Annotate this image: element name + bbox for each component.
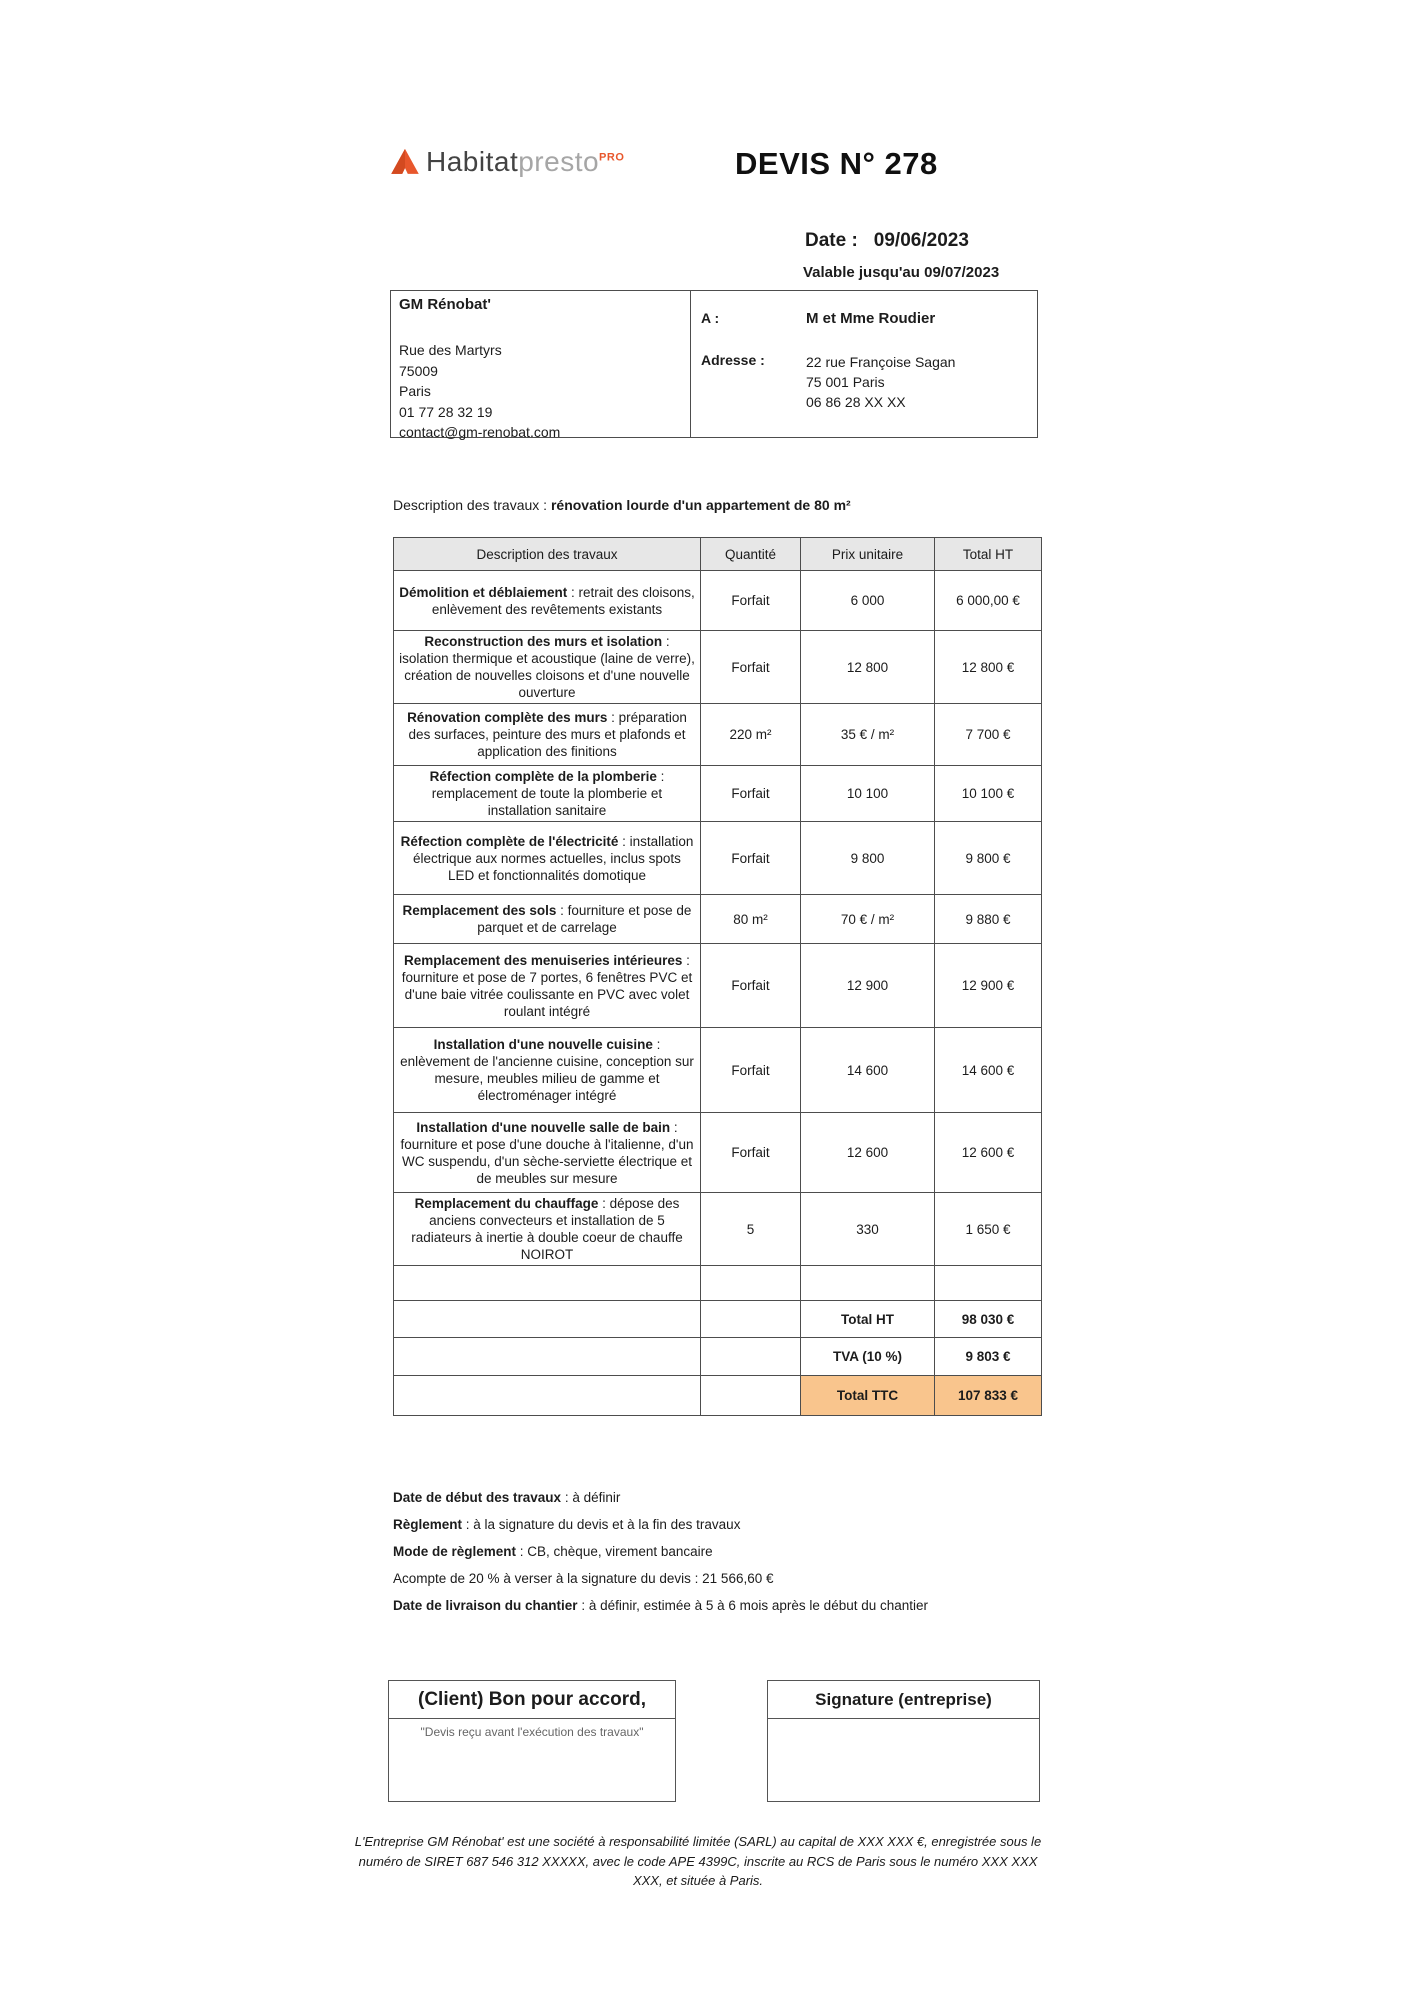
legal-footer: L'Entreprise GM Rénobat' est une société à responsabilité limitée (SARL) au capital de XXX XXX €, enregistrée sous le numéro de SIRET 687 546 312 XXXXX, avec le code APE 4399C, inscrite au RCS de Paris sous le numéro XXX XXX XXX, et située à Paris. bbox=[354, 1834, 1042, 1888]
table-row bbox=[394, 1113, 1042, 1193]
company-signature-title: Signature (entreprise) bbox=[768, 1681, 1039, 1719]
date-line bbox=[805, 230, 969, 252]
header-total-ht: Total HT bbox=[935, 538, 1042, 571]
company-info-cell bbox=[391, 291, 691, 440]
cell-quantity: Forfait bbox=[701, 1113, 801, 1193]
term-deposit: Acompte de 20 % à verser à la signature du devis : 21 566,60 € bbox=[393, 1571, 774, 1586]
client-address-street: 22 rue Françoise Sagan bbox=[806, 354, 956, 370]
client-address bbox=[806, 352, 955, 412]
total-ht-label: Total HT bbox=[801, 1301, 935, 1338]
total-ttc-label: Total TTC bbox=[801, 1376, 935, 1416]
header-description: Description des travaux bbox=[394, 538, 701, 571]
payment-terms bbox=[393, 1489, 1073, 1624]
cell-total: 1 650 € bbox=[935, 1193, 1042, 1266]
cell-description: Remplacement du chauffage : dépose des anciens convecteurs et installation de 5 radiateurs à inertie à double coeur de chauffe NOIROT bbox=[394, 1193, 701, 1266]
total-ttc-row bbox=[394, 1376, 1042, 1416]
cell-quantity: 220 m² bbox=[701, 704, 801, 766]
cell-description: Installation d'une nouvelle cuisine : enlèvement de l'ancienne cuisine, conception sur mesure, meubles milieu de gamme et électroménager intégré bbox=[394, 1028, 701, 1113]
date-value: 09/06/2023 bbox=[873, 230, 969, 251]
cell-empty bbox=[701, 1338, 801, 1376]
cell-unit-price: 14 600 bbox=[801, 1028, 935, 1113]
total-ht-row bbox=[394, 1301, 1042, 1338]
cell-empty bbox=[801, 1266, 935, 1301]
cell-quantity: Forfait bbox=[701, 1028, 801, 1113]
cell-unit-price: 9 800 bbox=[801, 822, 935, 895]
cell-description: Installation d'une nouvelle salle de bain : fourniture et pose d'une douche à l'italienne, d'un WC suspendu, d'un sèche-serviette électrique et de meubles sur mesure bbox=[394, 1113, 701, 1193]
cell-quantity: Forfait bbox=[701, 944, 801, 1028]
works-intro-value: rénovation lourde d'un appartement de 80 m² bbox=[550, 497, 851, 513]
header-quantity: Quantité bbox=[701, 538, 801, 571]
tva-value: 9 803 € bbox=[935, 1338, 1042, 1376]
cell-quantity: Forfait bbox=[701, 571, 801, 631]
cell-unit-price: 12 600 bbox=[801, 1113, 935, 1193]
validity-line: Valable jusqu'au 09/07/2023 bbox=[803, 264, 1000, 281]
company-signature-box bbox=[767, 1680, 1040, 1802]
cell-quantity: Forfait bbox=[701, 822, 801, 895]
header-unit-price: Prix unitaire bbox=[801, 538, 935, 571]
cell-unit-price: 35 € / m² bbox=[801, 704, 935, 766]
company-city: Paris bbox=[399, 383, 431, 399]
cell-quantity: Forfait bbox=[701, 766, 801, 822]
client-phone: 06 86 28 XX XX bbox=[806, 394, 906, 410]
table-row bbox=[394, 631, 1042, 704]
cell-empty bbox=[394, 1376, 701, 1416]
cell-quantity: 5 bbox=[701, 1193, 801, 1266]
company-phone: 01 77 28 32 19 bbox=[399, 403, 493, 420]
works-intro-label: Description des travaux : bbox=[393, 497, 551, 513]
works-table bbox=[393, 537, 1042, 1416]
cell-description: Remplacement des menuiseries intérieures : fourniture et pose de 7 portes, 6 fenêtres PVC et d'une baie vitrée coulissante en PVC avec volet roulant intégré bbox=[394, 944, 701, 1028]
cell-empty bbox=[701, 1301, 801, 1338]
logo-part-presto: presto bbox=[518, 146, 600, 177]
table-row bbox=[394, 822, 1042, 895]
table-header-row bbox=[394, 538, 1042, 571]
cell-unit-price: 12 900 bbox=[801, 944, 935, 1028]
table-row bbox=[394, 766, 1042, 822]
table-row bbox=[394, 1193, 1042, 1266]
table-row bbox=[394, 944, 1042, 1028]
cell-description: Rénovation complète des murs : préparation des surfaces, peinture des murs et plafonds et application des finitions bbox=[394, 704, 701, 766]
parties-box bbox=[390, 290, 1038, 438]
cell-unit-price: 10 100 bbox=[801, 766, 935, 822]
cell-empty bbox=[394, 1338, 701, 1376]
term-payment: Règlement : à la signature du devis et à la fin des travaux bbox=[393, 1517, 741, 1532]
date-label: Date : bbox=[805, 230, 858, 251]
habitatpresto-logo bbox=[390, 146, 624, 178]
client-address-city: 75 001 Paris bbox=[806, 374, 885, 390]
cell-quantity: Forfait bbox=[701, 631, 801, 704]
cell-total: 12 800 € bbox=[935, 631, 1042, 704]
habitatpresto-arrow-icon bbox=[390, 147, 426, 177]
cell-quantity: 80 m² bbox=[701, 895, 801, 944]
cell-empty bbox=[935, 1266, 1042, 1301]
tva-label: TVA (10 %) bbox=[801, 1338, 935, 1376]
cell-unit-price: 6 000 bbox=[801, 571, 935, 631]
cell-unit-price: 330 bbox=[801, 1193, 935, 1266]
cell-unit-price: 70 € / m² bbox=[801, 895, 935, 944]
empty-row bbox=[394, 1266, 1042, 1301]
company-email: contact@gm-renobat.com bbox=[399, 424, 561, 440]
term-payment-mode: Mode de règlement : CB, chèque, virement bancaire bbox=[393, 1544, 713, 1559]
table-row bbox=[394, 571, 1042, 631]
logo-pro-badge: PRO bbox=[599, 151, 625, 164]
cell-total: 9 880 € bbox=[935, 895, 1042, 944]
client-name: M et Mme Roudier bbox=[806, 310, 936, 327]
logo-part-habitat: Habitat bbox=[426, 146, 519, 177]
cell-total: 14 600 € bbox=[935, 1028, 1042, 1113]
table-row bbox=[394, 704, 1042, 766]
total-ht-value: 98 030 € bbox=[935, 1301, 1042, 1338]
cell-description: Remplacement des sols : fourniture et pose de parquet et de carrelage bbox=[394, 895, 701, 944]
cell-empty bbox=[701, 1266, 801, 1301]
client-signature-title: (Client) Bon pour accord, bbox=[389, 1681, 675, 1719]
client-signature-note: "Devis reçu avant l'exécution des travaux" bbox=[420, 1725, 644, 1739]
cell-unit-price: 12 800 bbox=[801, 631, 935, 704]
cell-total: 6 000,00 € bbox=[935, 571, 1042, 631]
cell-description: Réfection complète de la plomberie : remplacement de toute la plomberie et installation sanitaire bbox=[394, 766, 701, 822]
cell-total: 7 700 € bbox=[935, 704, 1042, 766]
works-table-container bbox=[393, 537, 1042, 1416]
table-row bbox=[394, 1028, 1042, 1113]
company-name: GM Rénobat' bbox=[399, 296, 491, 313]
cell-empty bbox=[701, 1376, 801, 1416]
cell-empty bbox=[394, 1301, 701, 1338]
client-to-label: A : bbox=[701, 310, 720, 326]
term-start-date: Date de début des travaux : à définir bbox=[393, 1490, 621, 1505]
cell-total: 12 600 € bbox=[935, 1113, 1042, 1193]
company-street: Rue des Martyrs bbox=[399, 342, 502, 358]
total-ttc-value: 107 833 € bbox=[935, 1376, 1042, 1416]
term-delivery-date: Date de livraison du chantier : à définir, estimée à 5 à 6 mois après le début du chantier bbox=[393, 1598, 929, 1613]
cell-description: Reconstruction des murs et isolation : isolation thermique et acoustique (laine de verre), création de nouvelles cloisons et d'une nouvelle ouverture bbox=[394, 631, 701, 704]
logo-wordmark bbox=[426, 146, 624, 178]
cell-total: 10 100 € bbox=[935, 766, 1042, 822]
company-postal-code: 75009 bbox=[399, 362, 438, 379]
table-row bbox=[394, 895, 1042, 944]
client-address-label: Adresse : bbox=[701, 352, 765, 368]
document-title: DEVIS N° 278 bbox=[735, 146, 938, 181]
cell-empty bbox=[394, 1266, 701, 1301]
tva-row bbox=[394, 1338, 1042, 1376]
cell-total: 12 900 € bbox=[935, 944, 1042, 1028]
cell-total: 9 800 € bbox=[935, 822, 1042, 895]
client-signature-box bbox=[388, 1680, 676, 1802]
works-description-intro bbox=[393, 497, 851, 513]
client-info-cell bbox=[691, 291, 1037, 437]
cell-description: Réfection complète de l'électricité : installation électrique aux normes actuelles, inclus spots LED et fonctionnalités domotique bbox=[394, 822, 701, 895]
cell-description: Démolition et déblaiement : retrait des cloisons, enlèvement des revêtements existants bbox=[394, 571, 701, 631]
